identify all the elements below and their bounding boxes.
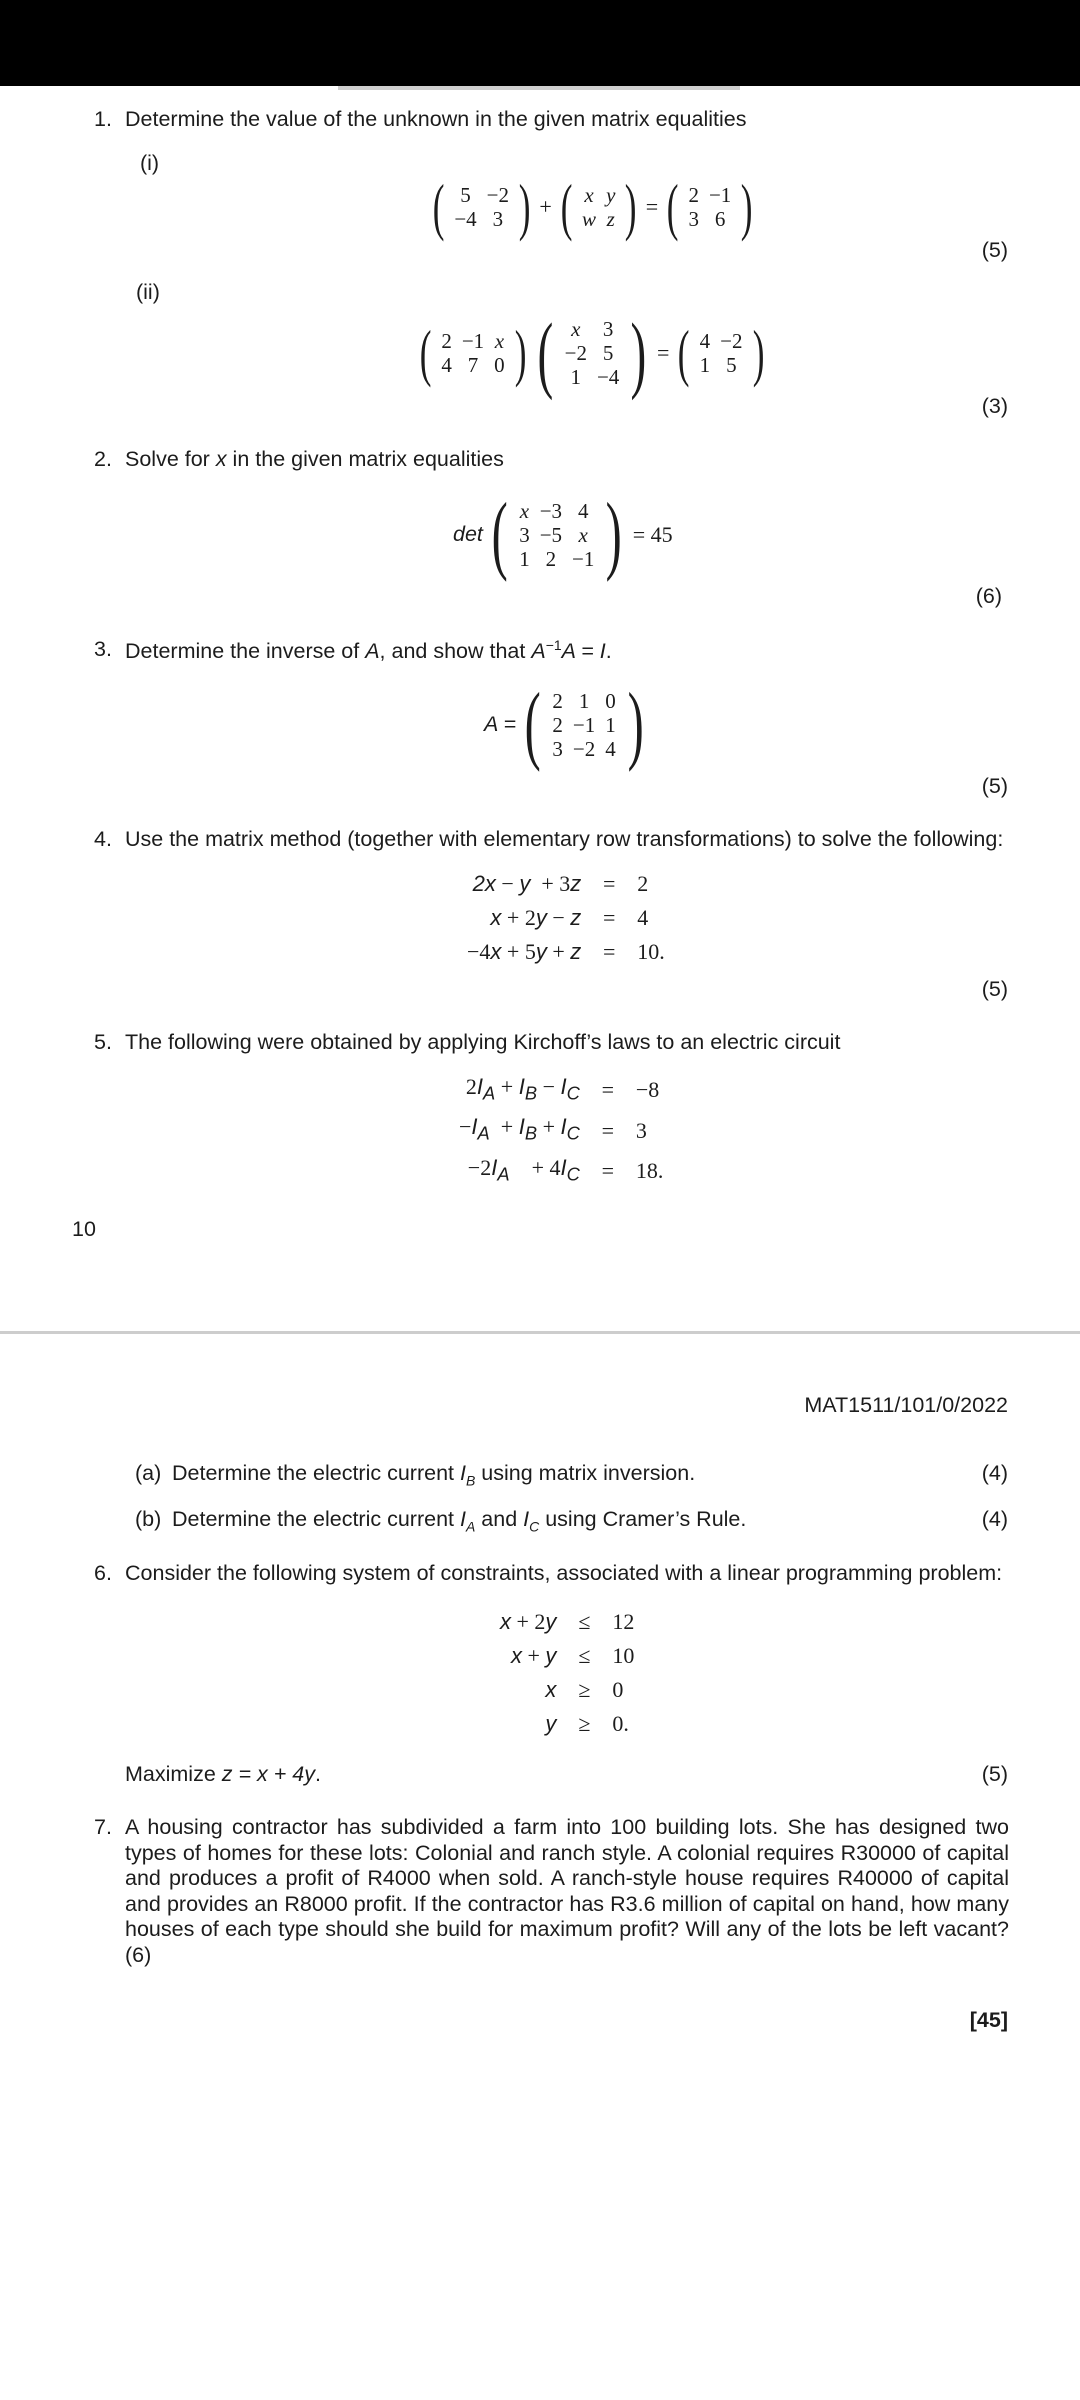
q3-matrix-A: A = ( 2 1 0 2 −1 1 3 −2 4 ) bbox=[484, 676, 644, 773]
q6-marks: (5) bbox=[981, 1762, 1008, 1786]
q4-system: 2x − y + 3z = 2 x + 2y − z = 4 −4x + 5y + z = 10. bbox=[467, 871, 665, 964]
matrix-ii-a: 2 −1 x 4 7 0 bbox=[441, 329, 505, 377]
q3-marks: (5) bbox=[981, 774, 1008, 798]
q5-part-b-text: Determine the electric current $I_A$ and $I_C$ using Cramer’s Rule. bbox=[172, 1507, 747, 1535]
q5-text: The following were obtained by applying Kirchoff’s laws to an electric circuit bbox=[125, 1030, 841, 1054]
q5-part-a-label: (a) bbox=[135, 1461, 162, 1485]
q1-equation-ii: ( 2 −1 x 4 7 0 ) ( x 3 −2 5 1 −4 ) = ( 4 −2 1 5 ) bbox=[419, 305, 765, 401]
q7-text: A housing contractor has subdivided a farm into 100 building lots. She has designed two types of homes for these lots: Colonial and ranch style. A colonial requires R30000 of capital and produces a profit of R4000 when sold. A ranch-style house requires R40000 of capital and provides an R8000 profit. If the contractor has R3.6 million of capital on hand, how many houses of each type should she build for maximum profit? Will any of the lots be left vacant? (6) bbox=[125, 1815, 1009, 1967]
q1-text: Determine the value of the unknown in the given matrix equalities bbox=[125, 107, 747, 131]
q1-equation-i: ( 5 −2 −4 3 ) + ( x y w z ) = ( 2 −1 3 6 ) bbox=[432, 171, 753, 242]
q1-marks-ii: (3) bbox=[981, 394, 1008, 418]
det-label: det bbox=[453, 522, 483, 546]
matrix-i-a: 5 −2 −4 3 bbox=[454, 183, 509, 231]
document-code: MAT1511/101/0/2022 bbox=[804, 1393, 1008, 1417]
q3-number: 3. bbox=[94, 637, 112, 661]
matrix-i-c: 2 −1 3 6 bbox=[688, 183, 732, 231]
q6-number: 6. bbox=[94, 1561, 112, 1585]
page-number: 10 bbox=[72, 1217, 96, 1241]
q5-system: $2I_A + I_B - I_C$ = −8 $-I_A + I_B + I_C$ = 3 $-2I_A$ + $4I_C$ = 18. bbox=[459, 1074, 664, 1185]
q6-constraints: x + 2y ≤ 12 x + y ≤ 10 x ≥ 0 y ≥ 0. bbox=[500, 1609, 635, 1736]
total-marks: [45] bbox=[969, 2008, 1008, 2032]
q2-matrix: x −3 4 3 −5 x 1 2 −1 bbox=[519, 498, 595, 571]
q1-part-i-label: (i) bbox=[140, 151, 160, 175]
q5-part-b-marks: (4) bbox=[981, 1507, 1008, 1531]
page-divider bbox=[0, 1331, 1080, 1334]
q4-marks: (5) bbox=[981, 977, 1008, 1001]
q5-part-a-text: Determine the electric current $I_B$ using matrix inversion. bbox=[172, 1461, 696, 1489]
page-top-edge bbox=[338, 86, 740, 90]
q5-number: 5. bbox=[94, 1030, 112, 1054]
q5-part-a-marks: (4) bbox=[981, 1461, 1008, 1485]
top-black-bar bbox=[0, 0, 1080, 86]
matrix-ii-c: 4 −2 1 5 bbox=[699, 329, 743, 377]
q2-number: 2. bbox=[94, 447, 112, 471]
q7-number: 7. bbox=[94, 1815, 112, 1839]
q2-determinant-equation: det ( x −3 4 3 −5 x 1 2 −1 ) = 45 bbox=[453, 486, 673, 583]
q2-text: Solve for x in the given matrix equalities bbox=[125, 447, 504, 471]
q3-text: Determine the inverse of A, and show that $A^{-1}A = I$. bbox=[125, 637, 612, 664]
q5-part-b-label: (b) bbox=[135, 1507, 162, 1531]
matrix-ii-b: x 3 −2 5 1 −4 bbox=[564, 317, 620, 389]
q6-objective: Maximize z = x + 4y. bbox=[125, 1762, 321, 1786]
q4-text: Use the matrix method (together with elementary row transformations) to solve the following: bbox=[125, 827, 1004, 851]
q6-text: Consider the following system of constraints, associated with a linear programming problem: bbox=[125, 1561, 1003, 1585]
q1-marks-i: (5) bbox=[981, 238, 1008, 262]
matrix-i-b: x y w z bbox=[582, 183, 616, 231]
q1-number: 1. bbox=[94, 107, 112, 131]
q1-part-ii-label: (ii) bbox=[136, 280, 160, 304]
q4-number: 4. bbox=[94, 827, 112, 851]
q2-marks: (6) bbox=[975, 584, 1002, 608]
